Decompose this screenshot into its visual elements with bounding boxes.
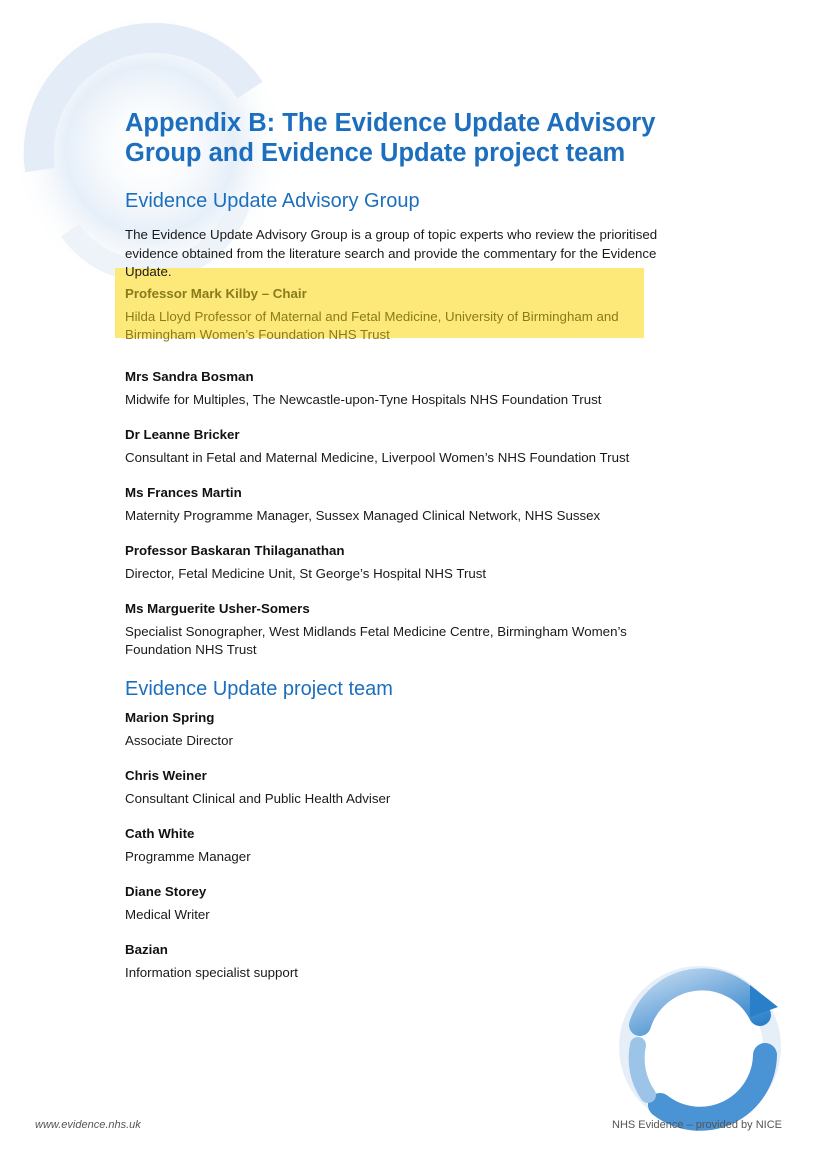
member-role: Maternity Programme Manager, Sussex Managed Clinical Network, NHS Sussex <box>125 507 601 523</box>
footer-brand-text: NHS Evidence – provided by NICE <box>612 1119 782 1131</box>
member-name: Dr Leanne Bricker <box>125 426 240 442</box>
team-member-role: Medical Writer <box>125 906 210 922</box>
team-member-entry <box>125 883 685 924</box>
member-role: Specialist Sonographer, West Midlands Fetal Medicine Centre, Birmingham Women’s Foundation NHS Trust <box>125 623 627 657</box>
member-entry <box>125 542 685 583</box>
team-member-role: Programme Manager <box>125 848 251 864</box>
member-name: Professor Baskaran Thilaganathan <box>125 542 345 558</box>
footer-website-link[interactable]: www.evidence.nhs.uk <box>35 1119 141 1131</box>
member-role: Midwife for Multiples, The Newcastle-upon-Tyne Hospitals NHS Foundation Trust <box>125 391 602 407</box>
chair-role: Hilda Lloyd Professor of Maternal and Fetal Medicine, University of Birmingham and Birmingham Women’s Foundation NHS Trust <box>125 308 619 342</box>
member-role: Director, Fetal Medicine Unit, St George’s Hospital NHS Trust <box>125 565 487 581</box>
team-member-entry <box>125 941 685 982</box>
member-entry <box>125 600 685 659</box>
member-entry <box>125 426 685 467</box>
member-name: Mrs Sandra Bosman <box>125 368 254 384</box>
member-entry <box>125 484 685 525</box>
project-team-list <box>125 709 685 982</box>
advisory-group-heading: Evidence Update Advisory Group <box>125 190 420 212</box>
project-team-heading: Evidence Update project team <box>125 677 393 700</box>
team-member-name: Diane Storey <box>125 883 207 899</box>
chair-name: Professor Mark Kilby – Chair <box>125 285 307 301</box>
advisory-intro: The Evidence Update Advisory Group is a group of topic experts who review the prioritised evidence obtained from the literature search and provide the commentary for the Evidence Update. <box>125 227 658 279</box>
team-member-role: Information specialist support <box>125 964 298 980</box>
team-member-name: Bazian <box>125 941 168 957</box>
appendix-content <box>125 108 685 982</box>
member-role: Consultant in Fetal and Maternal Medicine, Liverpool Women’s NHS Foundation Trust <box>125 449 630 465</box>
page-title: Appendix B: The Evidence Update Advisory Group and Evidence Update project team <box>125 109 656 167</box>
nhs-evidence-logo-swirl <box>600 955 800 1140</box>
team-member-name: Cath White <box>125 825 195 841</box>
team-member-entry <box>125 709 685 750</box>
member-entry <box>125 368 685 409</box>
team-member-role: Consultant Clinical and Public Health Adviser <box>125 790 391 806</box>
member-name: Ms Frances Martin <box>125 484 242 500</box>
team-member-name: Marion Spring <box>125 709 215 725</box>
team-member-name: Chris Weiner <box>125 767 207 783</box>
team-member-entry <box>125 767 685 808</box>
member-name: Ms Marguerite Usher-Somers <box>125 600 310 616</box>
team-member-role: Associate Director <box>125 732 233 748</box>
team-member-entry <box>125 825 685 866</box>
chair-entry <box>125 285 685 344</box>
